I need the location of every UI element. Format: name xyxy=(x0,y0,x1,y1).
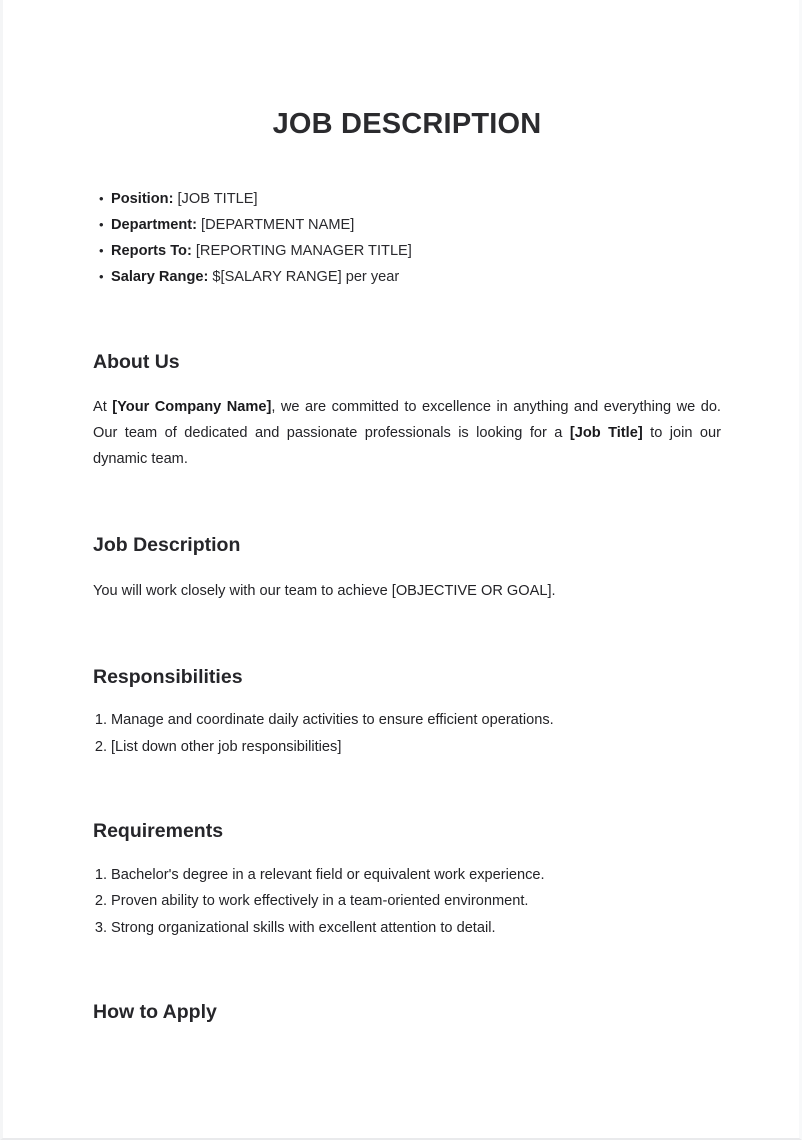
list-item-number: 1. xyxy=(94,866,107,883)
page-title: JOB DESCRIPTION xyxy=(272,108,542,140)
about-text-part1: At xyxy=(93,399,113,416)
list-item-number: 3. xyxy=(94,919,107,936)
list-item xyxy=(93,734,721,761)
section-responsibilities xyxy=(93,604,721,760)
section-how-to-apply xyxy=(93,941,721,1024)
list-item xyxy=(93,707,721,734)
section-heading-job-description: Job Description xyxy=(93,534,241,557)
list-item xyxy=(93,915,721,942)
section-job-description xyxy=(93,472,721,603)
meta-value-salary-range: $[SALARY RANGE] per year xyxy=(212,269,400,285)
list-item xyxy=(93,888,721,915)
section-heading-about-us: About Us xyxy=(93,351,180,373)
list-item-number: 2. xyxy=(94,893,107,910)
section-requirements xyxy=(93,760,721,941)
job-description-paragraph: You will work closely with our team to achieve [OBJECTIVE OR GOAL]. xyxy=(93,582,556,599)
meta-label-salary-range: Salary Range: xyxy=(111,269,209,285)
about-us-paragraph xyxy=(93,374,721,472)
list-item xyxy=(93,212,721,238)
document-content xyxy=(93,0,721,1024)
list-item xyxy=(93,264,721,290)
list-item-label: [List down other job responsibilities] xyxy=(111,738,342,755)
list-item xyxy=(93,238,721,264)
list-item-label: Strong organizational skills with excellent attention to detail. xyxy=(111,919,496,936)
about-text-part2: , we are committed to excellence in anything and everything we do. Our team of dedicated and passionate professionals is looking for a xyxy=(93,399,721,442)
list-item-label: Bachelor's degree in a relevant field or equivalent work experience. xyxy=(111,866,545,883)
responsibilities-list xyxy=(93,689,721,760)
list-item-label: Proven ability to work effectively in a team-oriented environment. xyxy=(111,893,529,910)
list-item-label: Manage and coordinate daily activities to ensure efficient operations. xyxy=(111,712,554,729)
list-item xyxy=(93,862,721,889)
meta-label-reports-to: Reports To: xyxy=(111,243,192,259)
list-item-number: 2. xyxy=(94,738,107,755)
meta-value-reports-to: [REPORTING MANAGER TITLE] xyxy=(195,243,412,259)
section-heading-how-to-apply: How to Apply xyxy=(93,1001,217,1024)
section-heading-responsibilities: Responsibilities xyxy=(93,665,243,688)
about-text-part3: to join our dynamic team. xyxy=(93,425,721,468)
meta-label-position: Position: xyxy=(111,191,174,207)
meta-value-position: [JOB TITLE] xyxy=(177,191,258,207)
section-about-us xyxy=(93,290,721,472)
about-company-name-placeholder: [Your Company Name] xyxy=(112,399,272,416)
job-meta-list xyxy=(93,139,721,290)
requirements-list xyxy=(93,844,721,942)
section-heading-requirements: Requirements xyxy=(93,820,224,843)
list-item xyxy=(93,186,721,212)
meta-value-department: [DEPARTMENT NAME] xyxy=(201,217,355,233)
meta-label-department: Department: xyxy=(111,217,197,233)
list-item-number: 1. xyxy=(94,712,107,729)
about-job-title-placeholder: [Job Title] xyxy=(569,425,643,442)
